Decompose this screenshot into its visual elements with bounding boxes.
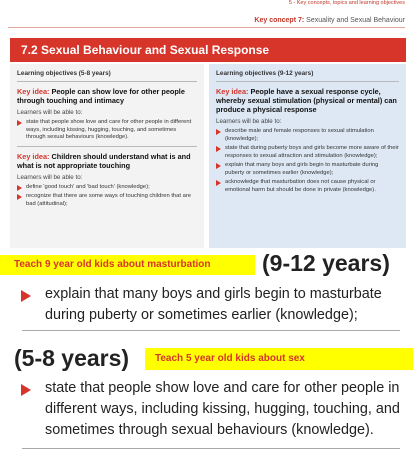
bullet-arrow-icon	[21, 290, 31, 302]
column-divider	[17, 81, 197, 82]
key-idea-label: Key idea:	[216, 87, 249, 96]
page-title: 7.2 Sexual Behaviour and Sexual Response	[10, 38, 406, 62]
key-concept-header	[254, 17, 405, 24]
callout-divider	[22, 330, 400, 331]
learning-objectives-9-12	[209, 64, 406, 248]
objective-item: define 'good touch' and 'bad touch' (knowledge);	[17, 184, 197, 192]
key-idea	[216, 87, 399, 114]
bullet-arrow-icon	[216, 163, 221, 169]
bullet-arrow-icon	[216, 180, 221, 186]
key-idea-text: People can show love for other people through touching and intimacy	[17, 87, 185, 105]
objective-item: state that during puberty boys and girls become more aware of their responses to sexual attraction and stimulation (knowledge);	[216, 145, 399, 160]
learning-objectives-5-8	[10, 64, 204, 248]
bullet-arrow-icon	[21, 384, 31, 396]
key-idea-label: Key idea:	[17, 151, 50, 161]
callout-text: state that people show love and care for other people in different ways, including kissing, hugging, touching, and sometimes through sexual behaviours (knowledge).	[45, 380, 400, 438]
key-idea-text: People have a sexual response cycle, whereby sexual stimulation (physical or mental) can produce a physical response	[216, 87, 397, 114]
objective-item: recognize that there are some ways of touching children that are bad (attitudinal);	[17, 193, 197, 208]
column-divider	[17, 146, 197, 147]
callout-banner: Teach 9 year old kids about masturbation	[0, 255, 255, 275]
objective-item: state that people show love and care for other people in different ways, including kissing, hugging, touching, and sometimes through sexual behaviours (knowledge).	[17, 119, 197, 142]
objective-item: describe male and female responses to sexual stimulation (knowledge);	[216, 128, 399, 143]
callout-text: explain that many boys and girls begin to masturbate during puberty or sometimes earlier (knowledge);	[45, 286, 382, 323]
age-range-label: (5-8 years)	[14, 345, 130, 371]
bullet-arrow-icon	[216, 146, 221, 152]
learners-intro: Learners will be able to:	[17, 173, 83, 181]
column-divider	[216, 81, 399, 82]
objective-item: explain that many boys and girls begin to masturbate during puberty or sometimes earlier (knowledge);	[216, 162, 399, 177]
objective-item: acknowledge that masturbation does not cause physical or emotional harm but should be done in private (knowledge).	[216, 179, 399, 194]
learners-intro: Learners will be able to:	[17, 109, 83, 116]
header-divider	[8, 27, 405, 28]
age-range-label: (9-12 years)	[262, 250, 390, 276]
bullet-arrow-icon	[17, 120, 22, 126]
key-idea-text: Children should understand what is and what is not appropriate touching	[17, 151, 191, 170]
callout-banner: Teach 5 year old kids about sex	[145, 348, 413, 370]
key-idea-label: Key idea:	[17, 87, 50, 96]
callout-divider	[22, 448, 400, 449]
learners-intro: Learners will be able to:	[216, 118, 282, 125]
key-concept-title: Sexuality and Sexual Behaviour	[306, 17, 405, 24]
section-header: 5 - Key concepts, topics and learning objectives	[288, 0, 405, 6]
bullet-arrow-icon	[17, 185, 22, 191]
bullet-arrow-icon	[216, 129, 221, 135]
key-idea	[17, 152, 197, 170]
key-idea	[17, 87, 197, 105]
key-concept-label: Key concept 7:	[254, 17, 305, 24]
column-heading: Learning objectives (5-8 years)	[17, 70, 111, 77]
bullet-arrow-icon	[17, 194, 22, 200]
column-heading: Learning objectives (9-12 years)	[216, 70, 314, 77]
